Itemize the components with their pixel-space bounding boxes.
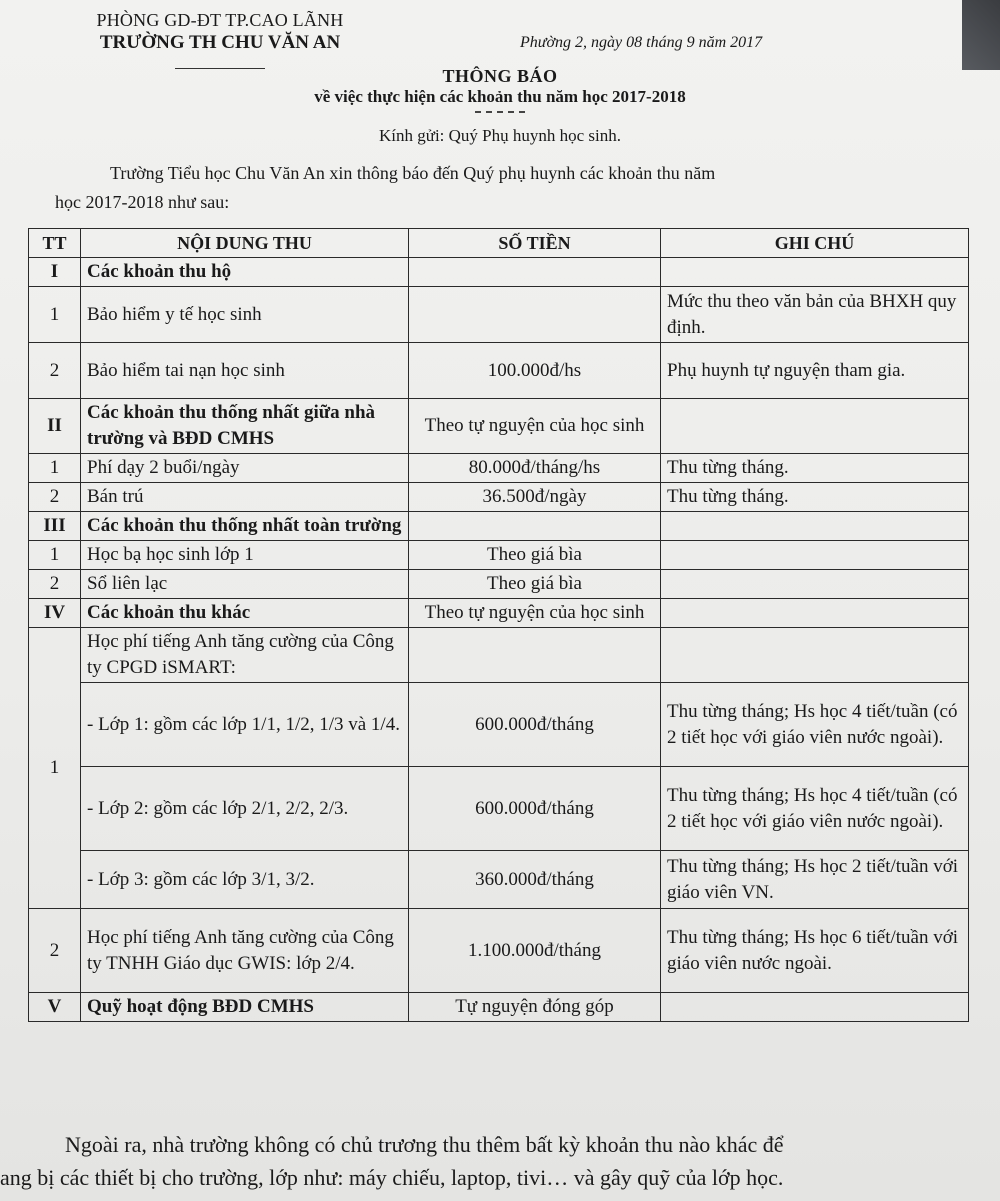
row-amount bbox=[409, 512, 661, 541]
header-content: NỘI DUNG THU bbox=[81, 229, 409, 258]
row-tt: III bbox=[29, 512, 81, 541]
table-row bbox=[29, 570, 969, 599]
row-content: Bảo hiểm y tế học sinh bbox=[81, 287, 409, 343]
row-tt: 1 bbox=[29, 454, 81, 483]
table-row bbox=[29, 258, 969, 287]
table-row bbox=[29, 767, 969, 851]
notice-title: THÔNG BÁO bbox=[442, 66, 558, 86]
table-row bbox=[29, 599, 969, 628]
row-note: Thu từng tháng; Hs học 2 tiết/tuần với giáo viên VN. bbox=[661, 851, 969, 909]
table-row bbox=[29, 851, 969, 909]
title-divider bbox=[475, 111, 525, 113]
row-amount: 600.000đ/tháng bbox=[409, 767, 661, 851]
notice-subtitle: về việc thực hiện các khoản thu năm học 2017-2018 bbox=[314, 87, 686, 106]
intro-line-2: học 2017-2018 như sau: bbox=[55, 192, 230, 212]
header-tt: TT bbox=[29, 229, 81, 258]
row-content: Học phí tiếng Anh tăng cường của Công ty CPGD iSMART: bbox=[81, 628, 409, 683]
row-content: Phí dạy 2 buổi/ngày bbox=[81, 454, 409, 483]
row-note bbox=[661, 512, 969, 541]
row-amount: 360.000đ/tháng bbox=[409, 851, 661, 909]
row-note: Thu từng tháng; Hs học 4 tiết/tuần (có 2 tiết học với giáo viên nước ngoài). bbox=[661, 683, 969, 767]
table-row bbox=[29, 287, 969, 343]
header-note: GHI CHÚ bbox=[661, 229, 969, 258]
table-row bbox=[29, 628, 969, 683]
row-amount: Theo giá bìa bbox=[409, 541, 661, 570]
row-tt: II bbox=[29, 399, 81, 454]
table-row bbox=[29, 541, 969, 570]
row-note bbox=[661, 399, 969, 454]
table-header-row bbox=[29, 229, 969, 258]
row-tt: 2 bbox=[29, 483, 81, 512]
fee-table bbox=[28, 228, 969, 1022]
row-note bbox=[661, 258, 969, 287]
row-content: Học bạ học sinh lớp 1 bbox=[81, 541, 409, 570]
row-tt: 2 bbox=[29, 909, 81, 993]
notice-title-block bbox=[0, 66, 1000, 113]
closing-line-2: ang bị các thiết bị cho trường, lớp như: máy chiếu, laptop, tivi… và gây quỹ của lớp học. bbox=[0, 1165, 784, 1190]
department-name: PHÒNG GD-ĐT TP.CAO LÃNH bbox=[96, 10, 344, 30]
row-tt: 1 bbox=[29, 628, 81, 909]
table-row bbox=[29, 343, 969, 399]
row-tt: 1 bbox=[29, 541, 81, 570]
row-note: Thu từng tháng; Hs học 6 tiết/tuần với giáo viên nước ngoài. bbox=[661, 909, 969, 993]
row-tt: I bbox=[29, 258, 81, 287]
row-note bbox=[661, 541, 969, 570]
page-corner bbox=[962, 0, 1000, 70]
header-amount: SỐ TIỀN bbox=[409, 229, 661, 258]
row-amount: Theo giá bìa bbox=[409, 570, 661, 599]
table-row bbox=[29, 683, 969, 767]
row-amount: Theo tự nguyện của học sinh bbox=[409, 399, 661, 454]
issuer-block bbox=[60, 10, 380, 69]
row-note bbox=[661, 599, 969, 628]
row-tt: 2 bbox=[29, 570, 81, 599]
row-note: Thu từng tháng. bbox=[661, 483, 969, 512]
row-amount: 80.000đ/tháng/hs bbox=[409, 454, 661, 483]
row-amount: Theo tự nguyện của học sinh bbox=[409, 599, 661, 628]
row-tt: IV bbox=[29, 599, 81, 628]
row-amount bbox=[409, 287, 661, 343]
closing-line-1: Ngoài ra, nhà trường không có chủ trương thu thêm bất kỳ khoản thu nào khác để bbox=[65, 1132, 784, 1157]
greeting: Kính gửi: Quý Phụ huynh học sinh. bbox=[378, 126, 622, 145]
row-amount: 100.000đ/hs bbox=[409, 343, 661, 399]
row-note bbox=[661, 628, 969, 683]
school-name: TRƯỜNG TH CHU VĂN AN bbox=[99, 32, 341, 53]
row-content: Bán trú bbox=[81, 483, 409, 512]
row-tt: 2 bbox=[29, 343, 81, 399]
row-note: Phụ huynh tự nguyện tham gia. bbox=[661, 343, 969, 399]
row-content: Sổ liên lạc bbox=[81, 570, 409, 599]
row-amount: Tự nguyện đóng góp bbox=[409, 993, 661, 1022]
row-amount: 1.100.000đ/tháng bbox=[409, 909, 661, 993]
row-note bbox=[661, 993, 969, 1022]
intro-line-1: Trường Tiểu học Chu Văn An xin thông báo đến Quý phụ huynh các khoản thu năm bbox=[110, 163, 716, 183]
row-content: Các khoản thu hộ bbox=[81, 258, 409, 287]
row-amount: 600.000đ/tháng bbox=[409, 683, 661, 767]
row-tt: V bbox=[29, 993, 81, 1022]
row-amount bbox=[409, 258, 661, 287]
row-amount: 36.500đ/ngày bbox=[409, 483, 661, 512]
row-content: - Lớp 1: gồm các lớp 1/1, 1/2, 1/3 và 1/4. bbox=[81, 683, 409, 767]
row-note: Thu từng tháng. bbox=[661, 454, 969, 483]
row-content: - Lớp 3: gồm các lớp 3/1, 3/2. bbox=[81, 851, 409, 909]
row-content: Bảo hiểm tai nạn học sinh bbox=[81, 343, 409, 399]
table-row bbox=[29, 993, 969, 1022]
table-row bbox=[29, 454, 969, 483]
table-row bbox=[29, 483, 969, 512]
row-content: Học phí tiếng Anh tăng cường của Công ty TNHH Giáo dục GWIS: lớp 2/4. bbox=[81, 909, 409, 993]
table-row bbox=[29, 399, 969, 454]
table-row bbox=[29, 512, 969, 541]
table-row bbox=[29, 909, 969, 993]
row-content: Các khoản thu thống nhất giữa nhà trường và BĐD CMHS bbox=[81, 399, 409, 454]
row-content: - Lớp 2: gồm các lớp 2/1, 2/2, 2/3. bbox=[81, 767, 409, 851]
row-note: Thu từng tháng; Hs học 4 tiết/tuần (có 2 tiết học với giáo viên nước ngoài). bbox=[661, 767, 969, 851]
closing-paragraph bbox=[0, 1128, 1000, 1194]
row-content: Các khoản thu khác bbox=[81, 599, 409, 628]
row-content: Quỹ hoạt động BĐD CMHS bbox=[81, 993, 409, 1022]
row-amount bbox=[409, 628, 661, 683]
row-note bbox=[661, 570, 969, 599]
row-tt: 1 bbox=[29, 287, 81, 343]
row-content: Các khoản thu thống nhất toàn trường bbox=[81, 512, 409, 541]
place-date: Phường 2, ngày 08 tháng 9 năm 2017 bbox=[520, 34, 763, 51]
row-note: Mức thu theo văn bản của BHXH quy định. bbox=[661, 287, 969, 343]
